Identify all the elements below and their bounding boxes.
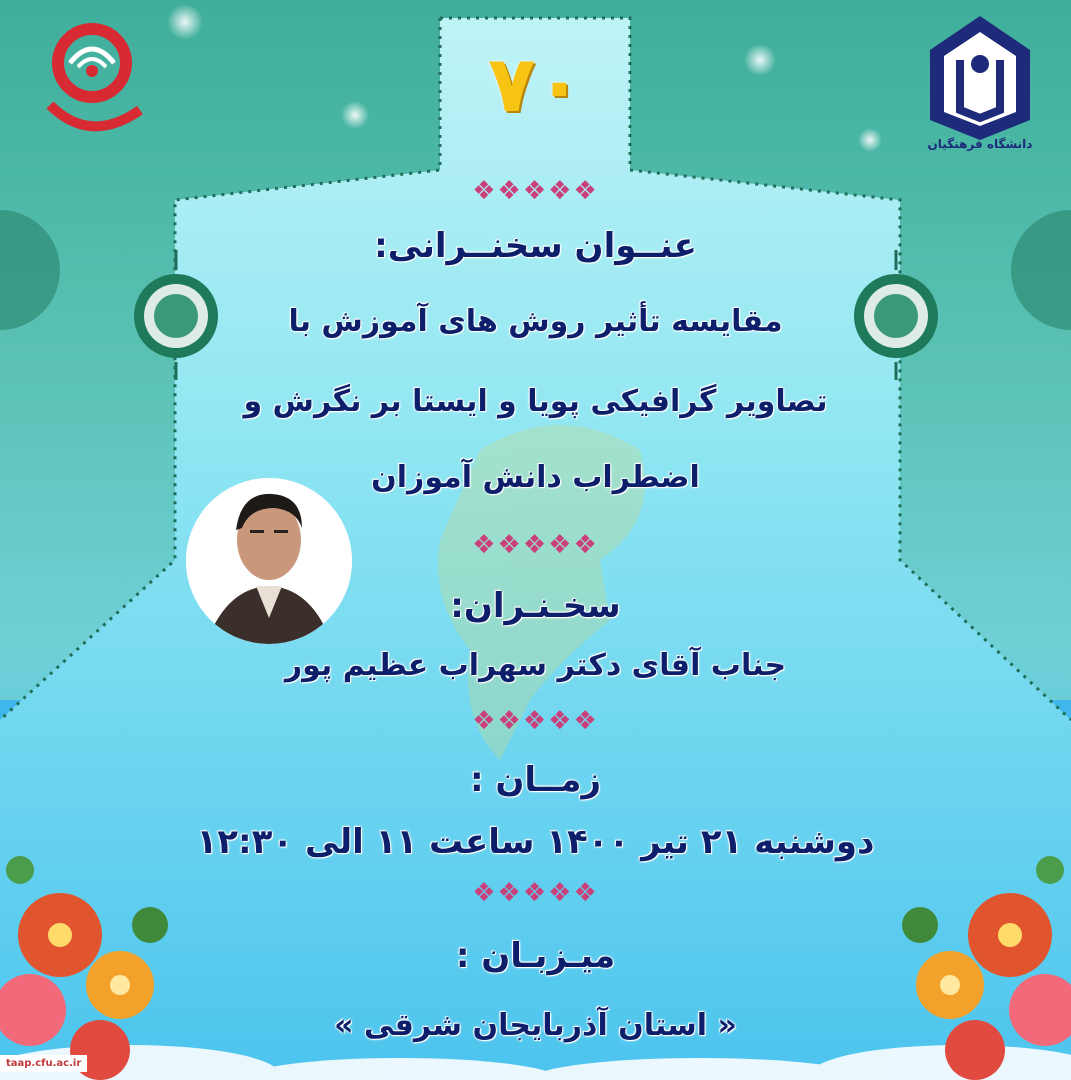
ornament-divider-1: ❖❖❖❖❖ xyxy=(472,176,599,206)
event-number-badge: ۷۰ xyxy=(487,40,584,130)
speaker-label: سخـنـران: xyxy=(450,586,621,626)
university-caption: دانشگاه فرهنگیان xyxy=(927,137,1033,151)
time-text: دوشنبه ۲۱ تیر ۱۴۰۰ ساعت ۱۱ الی ۱۲:۳۰ xyxy=(196,822,875,862)
title-label: عنــوان سخنــرانی: xyxy=(374,226,697,266)
title-line-2: تصاویر گرافیکی پویا و ایستا بر نگرش و xyxy=(243,384,828,419)
title-line-1: مقایسه تأثیر روش های آموزش با xyxy=(288,304,783,339)
host-label: میـزبـان : xyxy=(455,936,616,976)
speaker-name: جناب آقای دکتر سهراب عظیم پور xyxy=(284,648,787,683)
host-text: « استان آذربایجان شرقی » xyxy=(334,1008,737,1043)
footer-url: taap.cfu.ac.ir xyxy=(0,1055,87,1072)
ornament-divider-3: ❖❖❖❖❖ xyxy=(472,706,599,736)
ornament-divider-2: ❖❖❖❖❖ xyxy=(472,530,599,560)
title-line-3: اضطراب دانش آموزان xyxy=(371,460,700,495)
ornament-divider-4: ❖❖❖❖❖ xyxy=(472,878,599,908)
time-label: زمــان : xyxy=(469,760,602,800)
